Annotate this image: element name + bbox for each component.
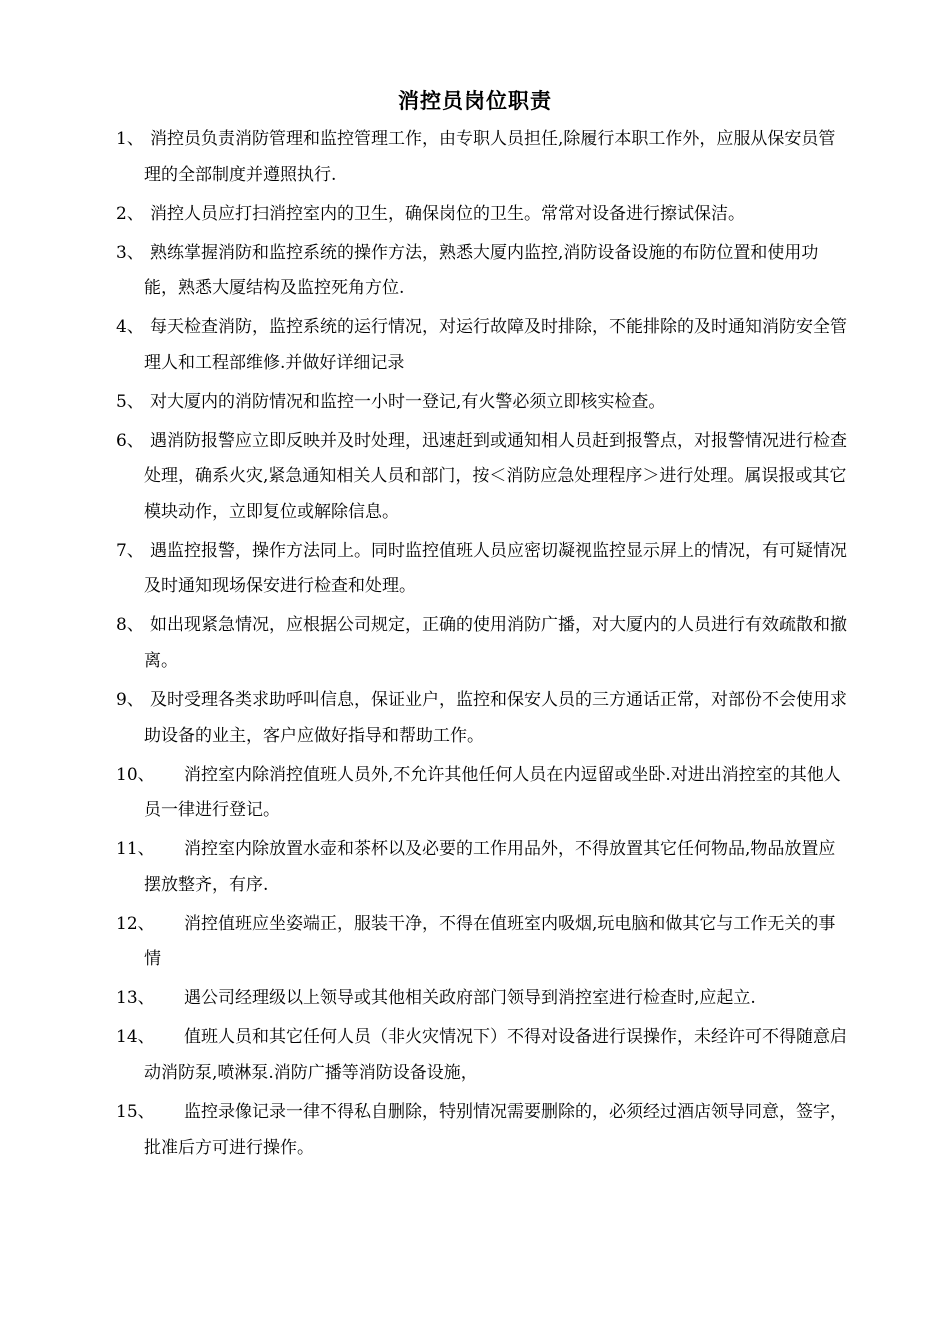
list-item (0, 236, 950, 307)
item-number: 5、 (116, 391, 144, 412)
list-item (0, 981, 950, 1017)
list-item (0, 197, 950, 233)
item-text: 遇消防报警应立即反映并及时处理，迅速赶到或通知相人员赶到报警点，对报警情况进行检查处理，确系火灾,紧急通知相关人员和部门，按＜消防应急处理程序＞进行处理。属误报或其它模块动作，立即复位或解除信息。 (144, 430, 847, 522)
item-text: 消控员负责消防管理和监控管理工作，由专职人员担任,除履行本职工作外，应服从保安员管理的全部制度并遵照执行. (144, 129, 836, 185)
item-text: 监控录像记录一律不得私自删除，特别情况需要删除的，必须经过酒店领导同意，签字，批准后方可进行操作。 (144, 1101, 847, 1158)
duty-list (0, 122, 950, 1169)
document-title: 消控员岗位职责 (398, 88, 552, 113)
list-item (0, 424, 950, 531)
item-number: 9、 (116, 690, 144, 711)
item-text: 每天检查消防，监控系统的运行情况，对运行故障及时排除，不能排除的及时通知消防安全管理人和工程部维修.并做好详细记录 (144, 317, 847, 373)
list-item (0, 1095, 950, 1166)
item-number: 3、 (116, 242, 144, 263)
list-item (0, 122, 950, 193)
list-item (0, 832, 950, 903)
item-number: 11、 (116, 839, 155, 860)
item-number: 8、 (116, 615, 144, 636)
item-text: 如出现紧急情况，应根据公司规定，正确的使用消防广播，对大厦内的人员进行有效疏散和撤离。 (144, 615, 847, 672)
item-number: 13、 (116, 988, 155, 1009)
item-number: 7、 (116, 540, 144, 561)
item-text: 熟练掌握消防和监控系统的操作方法，熟悉大厦内监控,消防设备设施的布防位置和使用功能，熟悉大厦结构及监控死角方位. (144, 242, 819, 299)
list-item (0, 310, 950, 381)
item-number: 15、 (116, 1101, 155, 1122)
item-number: 4、 (116, 317, 144, 338)
item-text: 消控值班应坐姿端正，服装干净，不得在值班室内吸烟,玩电脑和做其它与工作无关的事情 (144, 913, 836, 970)
list-item (0, 907, 950, 978)
item-text: 消控室内除消控值班人员外,不允许其他任何人员在内逗留或坐卧.对进出消控室的其他人员一律进行登记。 (144, 764, 841, 821)
item-text: 遇公司经理级以上领导或其他相关政府部门领导到消控室进行检查时,应起立. (184, 988, 756, 1009)
item-text: 对大厦内的消防情况和监控一小时一登记,有火警必须立即核实检查。 (150, 391, 666, 412)
item-number: 10、 (116, 764, 155, 785)
list-item (0, 608, 950, 679)
item-number: 1、 (116, 129, 144, 149)
list-item (0, 385, 950, 421)
item-number: 14、 (116, 1027, 155, 1048)
list-item (0, 534, 950, 605)
item-text: 消控人员应打扫消控室内的卫生，确保岗位的卫生。常常对设备进行擦试保洁。 (150, 203, 745, 224)
item-text: 消控室内除放置水壶和茶杯以及必要的工作用品外，不得放置其它任何物品,物品放置应摆放整齐，有序. (144, 839, 836, 895)
item-number: 6、 (116, 430, 144, 451)
item-number: 2、 (116, 203, 144, 224)
list-item (0, 758, 950, 829)
item-text: 值班人员和其它任何人员（非火灾情况下）不得对设备进行误操作，未经许可不得随意启动消防泵,喷淋泵.消防广播等消防设备设施， (144, 1027, 847, 1083)
item-number: 12、 (116, 913, 155, 934)
item-text: 遇监控报警，操作方法同上。同时监控值班人员应密切凝视监控显示屏上的情况，有可疑情况及时通知现场保安进行检查和处理。 (144, 540, 847, 597)
item-text: 及时受理各类求助呼叫信息，保证业户，监控和保安人员的三方通话正常，对部份不会使用求助设备的业主，客户应做好指导和帮助工作。 (144, 690, 847, 746)
list-item (0, 683, 950, 754)
list-item (0, 1020, 950, 1091)
